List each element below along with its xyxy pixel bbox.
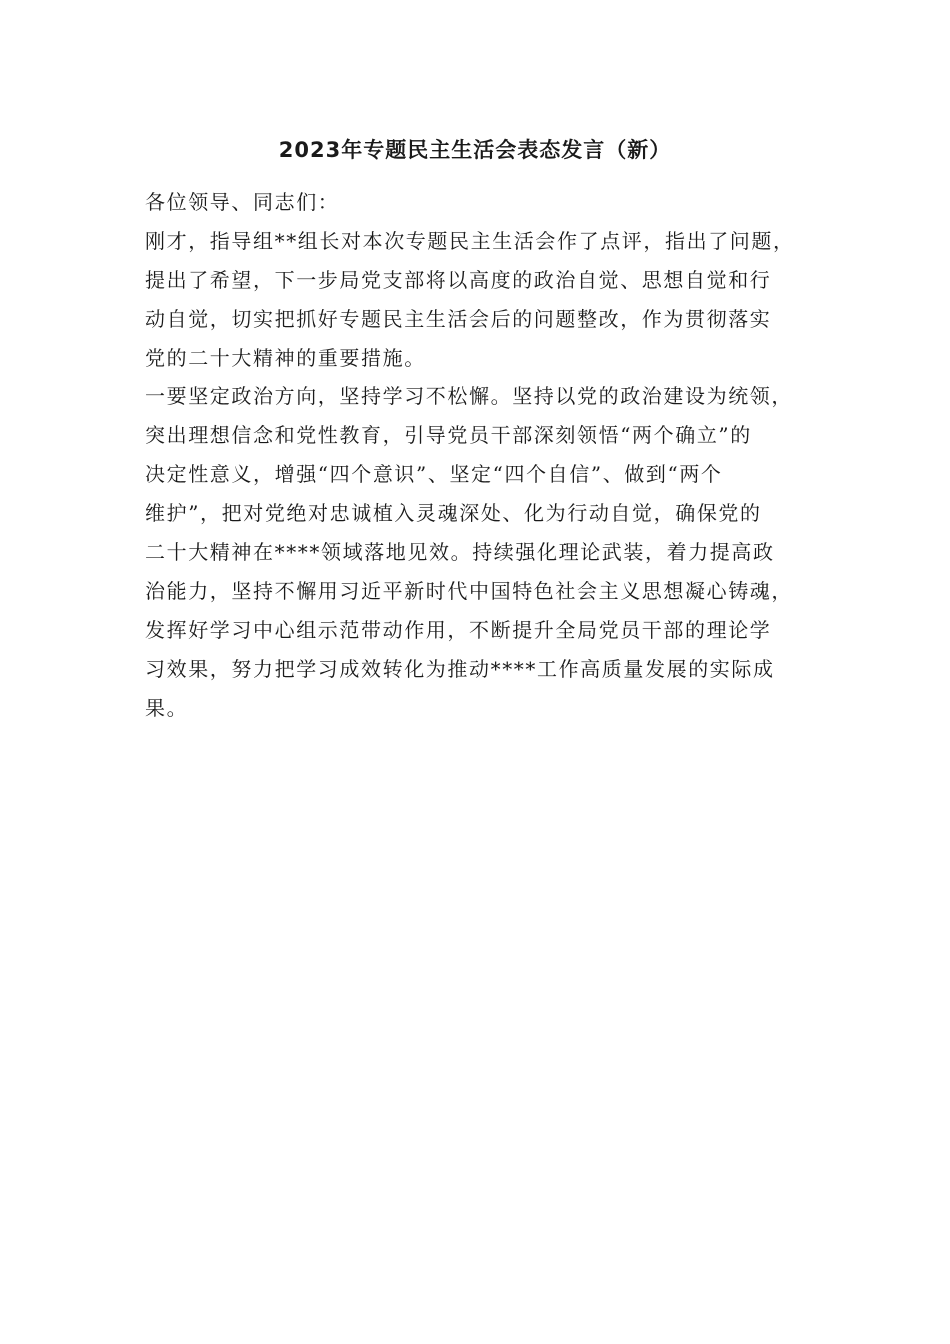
paragraph-2-line-6: 治能力，坚持不懈用习近平新时代中国特色社会主义思想凝心铸魂， xyxy=(145,578,793,603)
paragraph-1-line-4: 党的二十大精神的重要措施。 xyxy=(145,345,426,370)
document-body xyxy=(145,183,827,727)
paragraph-1-line-3: 动自觉，切实把抓好专题民主生活会后的问题整改，作为贯彻落实 xyxy=(145,306,772,331)
document-title: 2023年专题民主生活会表态发言（新） xyxy=(278,138,672,162)
paragraph-2-line-2: 突出理想信念和党性教育，引导党员干部深刻领悟“两个确立”的 xyxy=(145,423,752,448)
paragraph-2-line-5: 二十大精神在****领域落地见效。持续强化理论武装，着力提高政 xyxy=(145,540,775,565)
paragraph-2-line-8: 习效果，努力把学习成效转化为推动****工作高质量发展的实际成 xyxy=(145,656,775,681)
paragraph-2-line-3: 决定性意义，增强“四个意识”、坚定“四个自信”、做到“两个 xyxy=(145,462,723,487)
paragraph-1-line-2: 提出了希望，下一步局党支部将以高度的政治自觉、思想自觉和行 xyxy=(145,267,772,292)
paragraph-2-line-7: 发挥好学习中心组示范带动作用，不断提升全局党员干部的理论学 xyxy=(145,617,772,642)
paragraph-1-line-1: 刚才，指导组**组长对本次专题民主生活会作了点评，指出了问题， xyxy=(145,228,795,253)
paragraph-2-line-1: 一要坚定政治方向，坚持学习不松懈。坚持以党的政治建设为统领， xyxy=(145,384,793,409)
salutation-line: 各位领导、同志们： xyxy=(145,190,340,214)
paragraph-2-line-4: 维护”，把对党绝对忠诚植入灵魂深处、化为行动自觉，确保党的 xyxy=(145,501,762,526)
paragraph-2-line-9: 果。 xyxy=(145,695,189,720)
